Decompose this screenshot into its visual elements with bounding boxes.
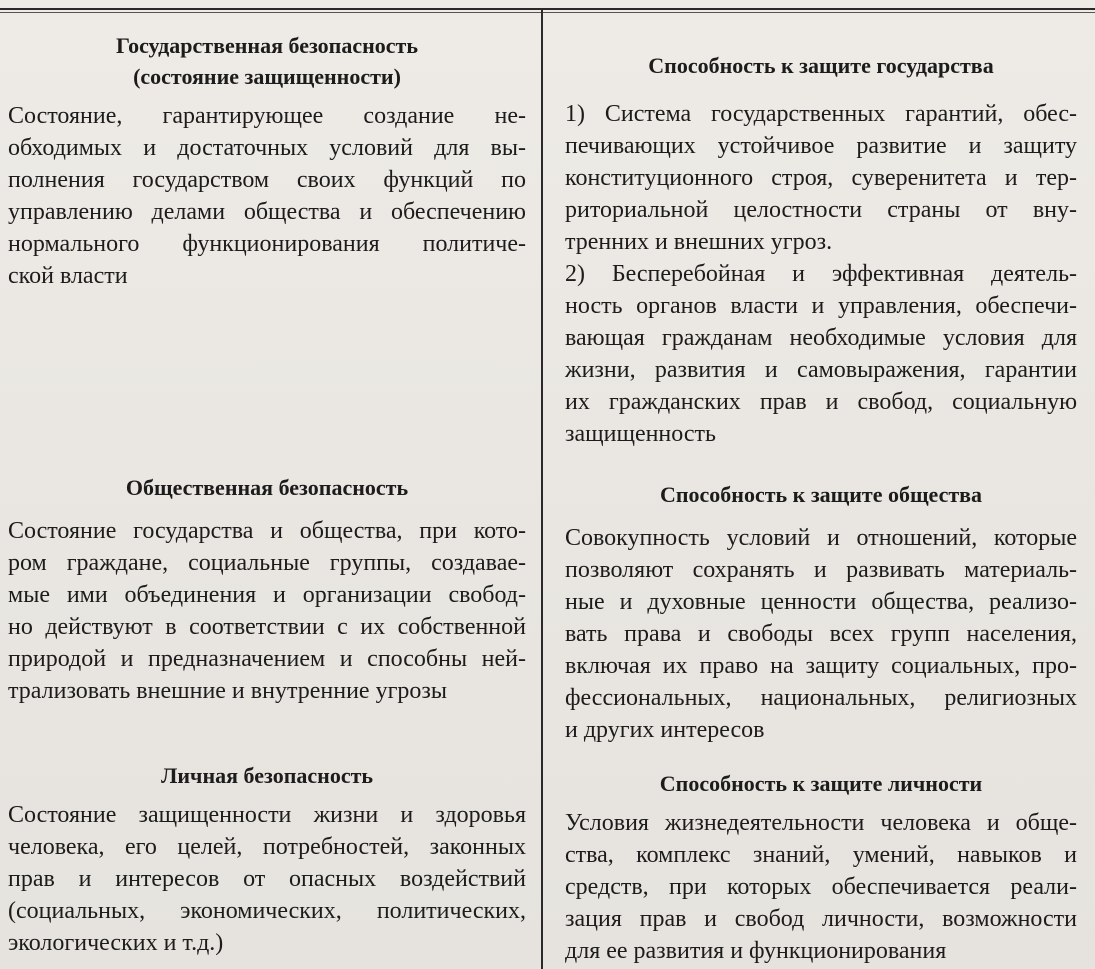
text-line: их гражданских прав и свобод, социальную: [565, 389, 1077, 415]
text-line: печивающих устойчивое развитие и защиту: [565, 133, 1077, 159]
text-line: экологических и т.д.): [8, 930, 224, 956]
text-line: но действуют в соответствии с их собственной: [8, 614, 526, 640]
heading-line: Способность к защите государства: [648, 53, 994, 78]
text-line: трализовать внешние и внутренние угрозы: [8, 678, 448, 704]
text-line: и других интересов: [565, 717, 765, 743]
left-column: [0, 0, 540, 969]
personal-security-text: [8, 799, 526, 959]
personal-security-section: [0, 760, 540, 959]
text-line: жизни, развития и самовыражения, гарантии: [565, 357, 1077, 383]
heading-line: Государственная безопасность: [116, 33, 418, 58]
text-line: ные и духовные ценности общества, реализо-: [565, 589, 1077, 615]
text-line: управлению делами общества и обеспечению: [8, 199, 526, 225]
state-security-text: [8, 100, 526, 292]
personal-protection-section: [545, 768, 1095, 967]
text-line: 1) Система государственных гарантий, обес-: [565, 101, 1077, 127]
heading-line: (состояние защищенности): [133, 64, 401, 89]
text-line: позволяют сохранять и развивать материаль-: [565, 557, 1077, 583]
text-line: вающая гражданам необходимые условия для: [565, 325, 1077, 351]
state-protection-section: [545, 50, 1095, 450]
text-line: тренних и внешних угроз.: [565, 229, 833, 255]
society-protection-section: [545, 479, 1095, 746]
text-line: нормального функционирования политиче-: [8, 231, 526, 257]
text-line: вать права и свободы всех групп населения,: [565, 621, 1077, 647]
heading-line: Общественная безопасность: [125, 475, 409, 500]
state-security-section: [0, 30, 540, 292]
text-line: полнения государством своих функций по: [8, 167, 526, 193]
text-line: Совокупность условий и отношений, которые: [565, 525, 1077, 551]
text-line: Условия жизнедеятельности человека и обще-: [565, 810, 1077, 836]
society-protection-heading: [565, 479, 1077, 510]
text-line: Состояние, гарантирующее создание не-: [8, 103, 526, 129]
personal-protection-text: [565, 807, 1077, 967]
state-security-heading: [8, 30, 526, 92]
text-line: мые ими объединения и организации свобод-: [8, 582, 526, 608]
text-line: прав и интересов от опасных воздействий: [8, 866, 526, 892]
personal-protection-heading: [565, 768, 1077, 799]
text-line: человека, его целей, потребностей, законных: [8, 834, 526, 860]
society-protection-text: [565, 522, 1077, 746]
public-security-section: [0, 472, 540, 707]
text-line: конституционного строя, суверенитета и тер-: [565, 165, 1077, 191]
text-line: фессиональных, национальных, религиозных: [565, 685, 1077, 711]
heading-line: Способность к защите личности: [659, 771, 983, 796]
text-line: ской власти: [8, 263, 128, 289]
text-line: природой и предназначением и способны ней-: [8, 646, 526, 672]
text-line: зация прав и свобод личности, возможности: [565, 906, 1077, 932]
text-line: ства, комплекс знаний, умений, навыков и: [565, 842, 1077, 868]
text-line: включая их право на защиту социальных, про-: [565, 653, 1077, 679]
text-line: защищенность: [565, 421, 716, 447]
text-line: риториальной целостности страны от вну-: [565, 197, 1077, 223]
public-security-heading: [8, 472, 526, 503]
text-line: для ее развития и функционирования: [565, 938, 947, 964]
text-line: Состояние защищенности жизни и здоровья: [8, 802, 526, 828]
text-line: Состояние государства и общества, при кото-: [8, 518, 526, 544]
personal-security-heading: [8, 760, 526, 791]
text-line: 2) Бесперебойная и эффективная деятель-: [565, 261, 1077, 287]
text-line: ность органов власти и управления, обеспечи-: [565, 293, 1077, 319]
public-security-text: [8, 515, 526, 707]
text-line: (социальных, экономических, политических,: [8, 898, 526, 924]
text-line: обходимых и достаточных условий для вы-: [8, 135, 526, 161]
text-line: ром граждане, социальные группы, создавае-: [8, 550, 526, 576]
text-line: средств, при которых обеспечивается реали-: [565, 874, 1077, 900]
state-protection-text: [565, 98, 1077, 450]
heading-line: Личная безопасность: [160, 763, 374, 788]
right-column: [545, 0, 1095, 969]
state-protection-heading: [565, 50, 1077, 81]
column-divider: [541, 8, 543, 969]
heading-line: Способность к защите общества: [659, 482, 983, 507]
